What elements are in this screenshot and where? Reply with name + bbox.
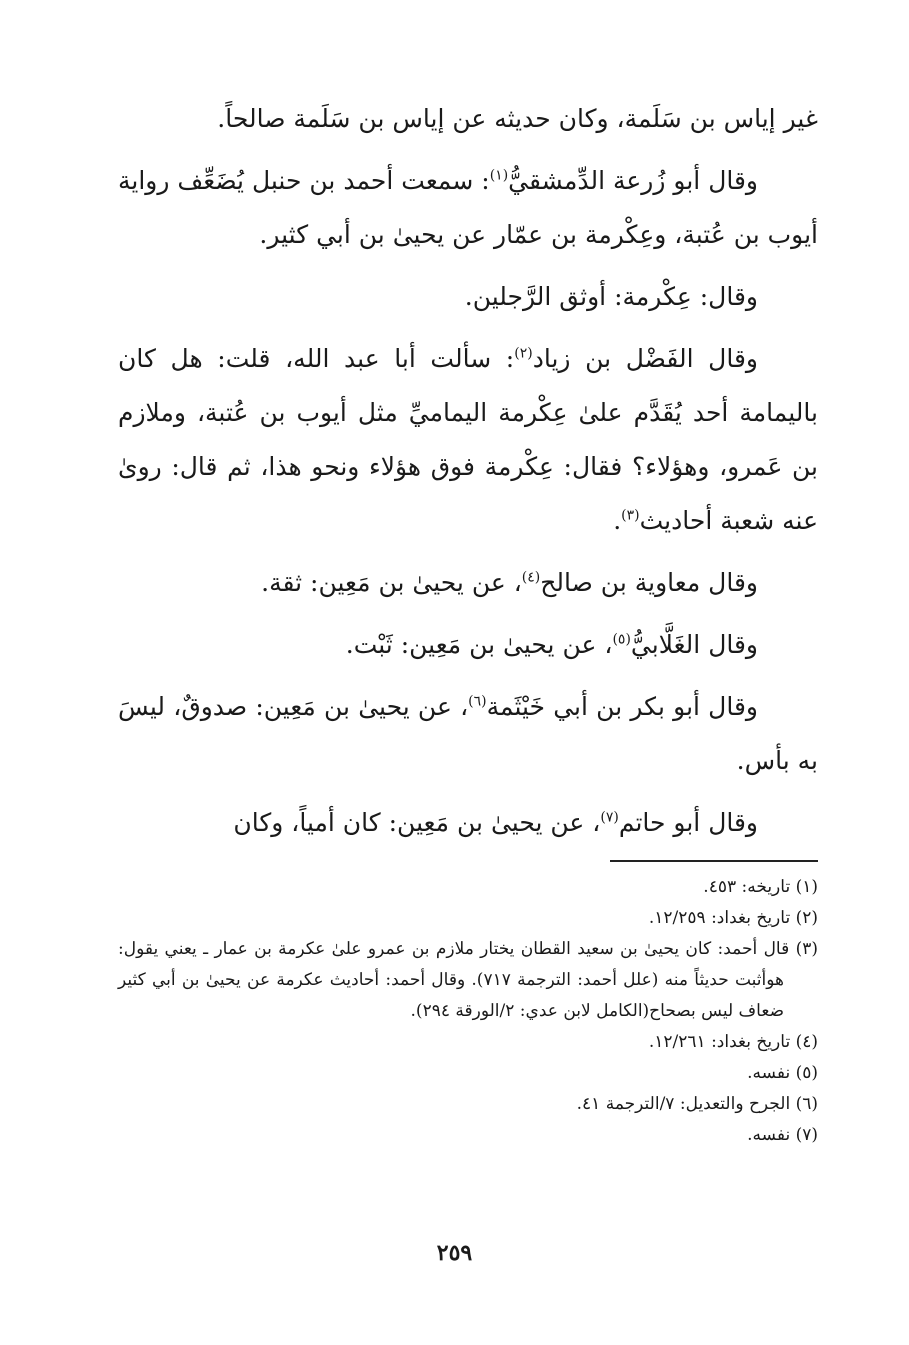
footnote-divider [610,860,818,862]
paragraph-6: وقال الغَلَّابيُّ$^{(٥)}$، عن يحيىٰ بن مَعِين: ثَبْت. [345,630,758,659]
paragraph-7: وقال أبو بكر بن أبي خَيْثَمة$^{(٦)}$، عن يحيىٰ بن مَعِين: صدوقٌ، ليسَ به بأس. [118,692,818,775]
footnote-3: (٣) قال أحمد: كان يحيىٰ بن سعيد القطان يختار ملازم بن عمرو علىٰ عكرمة بن عمار ـ يعني يقول: هوأثبت حديثاً منه (علل أحمد: الترجمة ٧١٧). وقال أحمد: أحاديث عكرمة عن يحيىٰ بن أبي كثير ضعاف ليس بصحاح(الكامل لابن عدي: ٢/الورقة ٢٩٤). [118,939,818,1021]
footnote-ref-6: (٦) [468,693,487,710]
footnote-ref-5: (٥) [612,631,631,648]
paragraph-2: وقال أبو زُرعة الدِّمشقيُّ$^{(١)}$: سمعت أحمد بن حنبل يُضَعِّف رواية أيوب بن عُتبة، وعِكْرمة بن عمّار عن يحيىٰ بن أبي كثير. [118,166,818,249]
paragraph-5: وقال معاوية بن صالح$^{(٤)}$، عن يحيىٰ بن مَعِين: ثقة. [261,568,758,597]
footnote-7: (٧) نفسه. [747,1125,818,1145]
footnote-ref-1: (١) [489,167,509,184]
footnote-5: (٥) نفسه. [747,1063,818,1083]
footnote-6: (٦) الجرح والتعديل: ٧/الترجمة ٤١. [576,1094,818,1114]
footnote-4: (٤) تاريخ بغداد: ١٢/٢٦١. [648,1032,818,1052]
main-text [118,92,818,858]
paragraph-8: وقال أبو حاتم$^{(٧)}$، عن يحيىٰ بن مَعِين: كان أمياً، وكان [233,808,758,837]
paragraph-1: غير إياس بن سَلَمة، وكان حديثه عن إياس بن سَلَمة صالحاً. [217,104,818,133]
footnote-ref-3: (٣) [621,507,640,524]
page-number: ٢٥٩ [436,1240,473,1266]
paragraph-4: وقال الفَضْل بن زياد$^{(٢)}$: سألت أبا عبد الله، قلت: هل كان باليمامة أحد يُقَدَّم علىٰ عِكْرمة اليماميِّ مثل أيوب بن عُتبة، وملازم بن عَمرو، وهؤلاء؟ فقال: عِكْرمة فوق هؤلاء ونحو هذا، ثم قال: روىٰ عنه شعبة أحاديث$^{(٣)}$. [118,344,818,535]
footnote-ref-4: (٤) [521,569,541,586]
paragraph-3: وقال: عِكْرمة: أوثق الرَّجلين. [464,282,758,311]
footnote-2: (٢) تاريخ بغداد: ١٢/٢٥٩. [648,908,818,928]
footnote-1: (١) تاريخه: ٤٥٣. [703,877,818,897]
footnotes [118,872,818,1151]
footnote-ref-2: (٢) [514,345,533,362]
footnote-ref-7: (٧) [600,809,619,826]
